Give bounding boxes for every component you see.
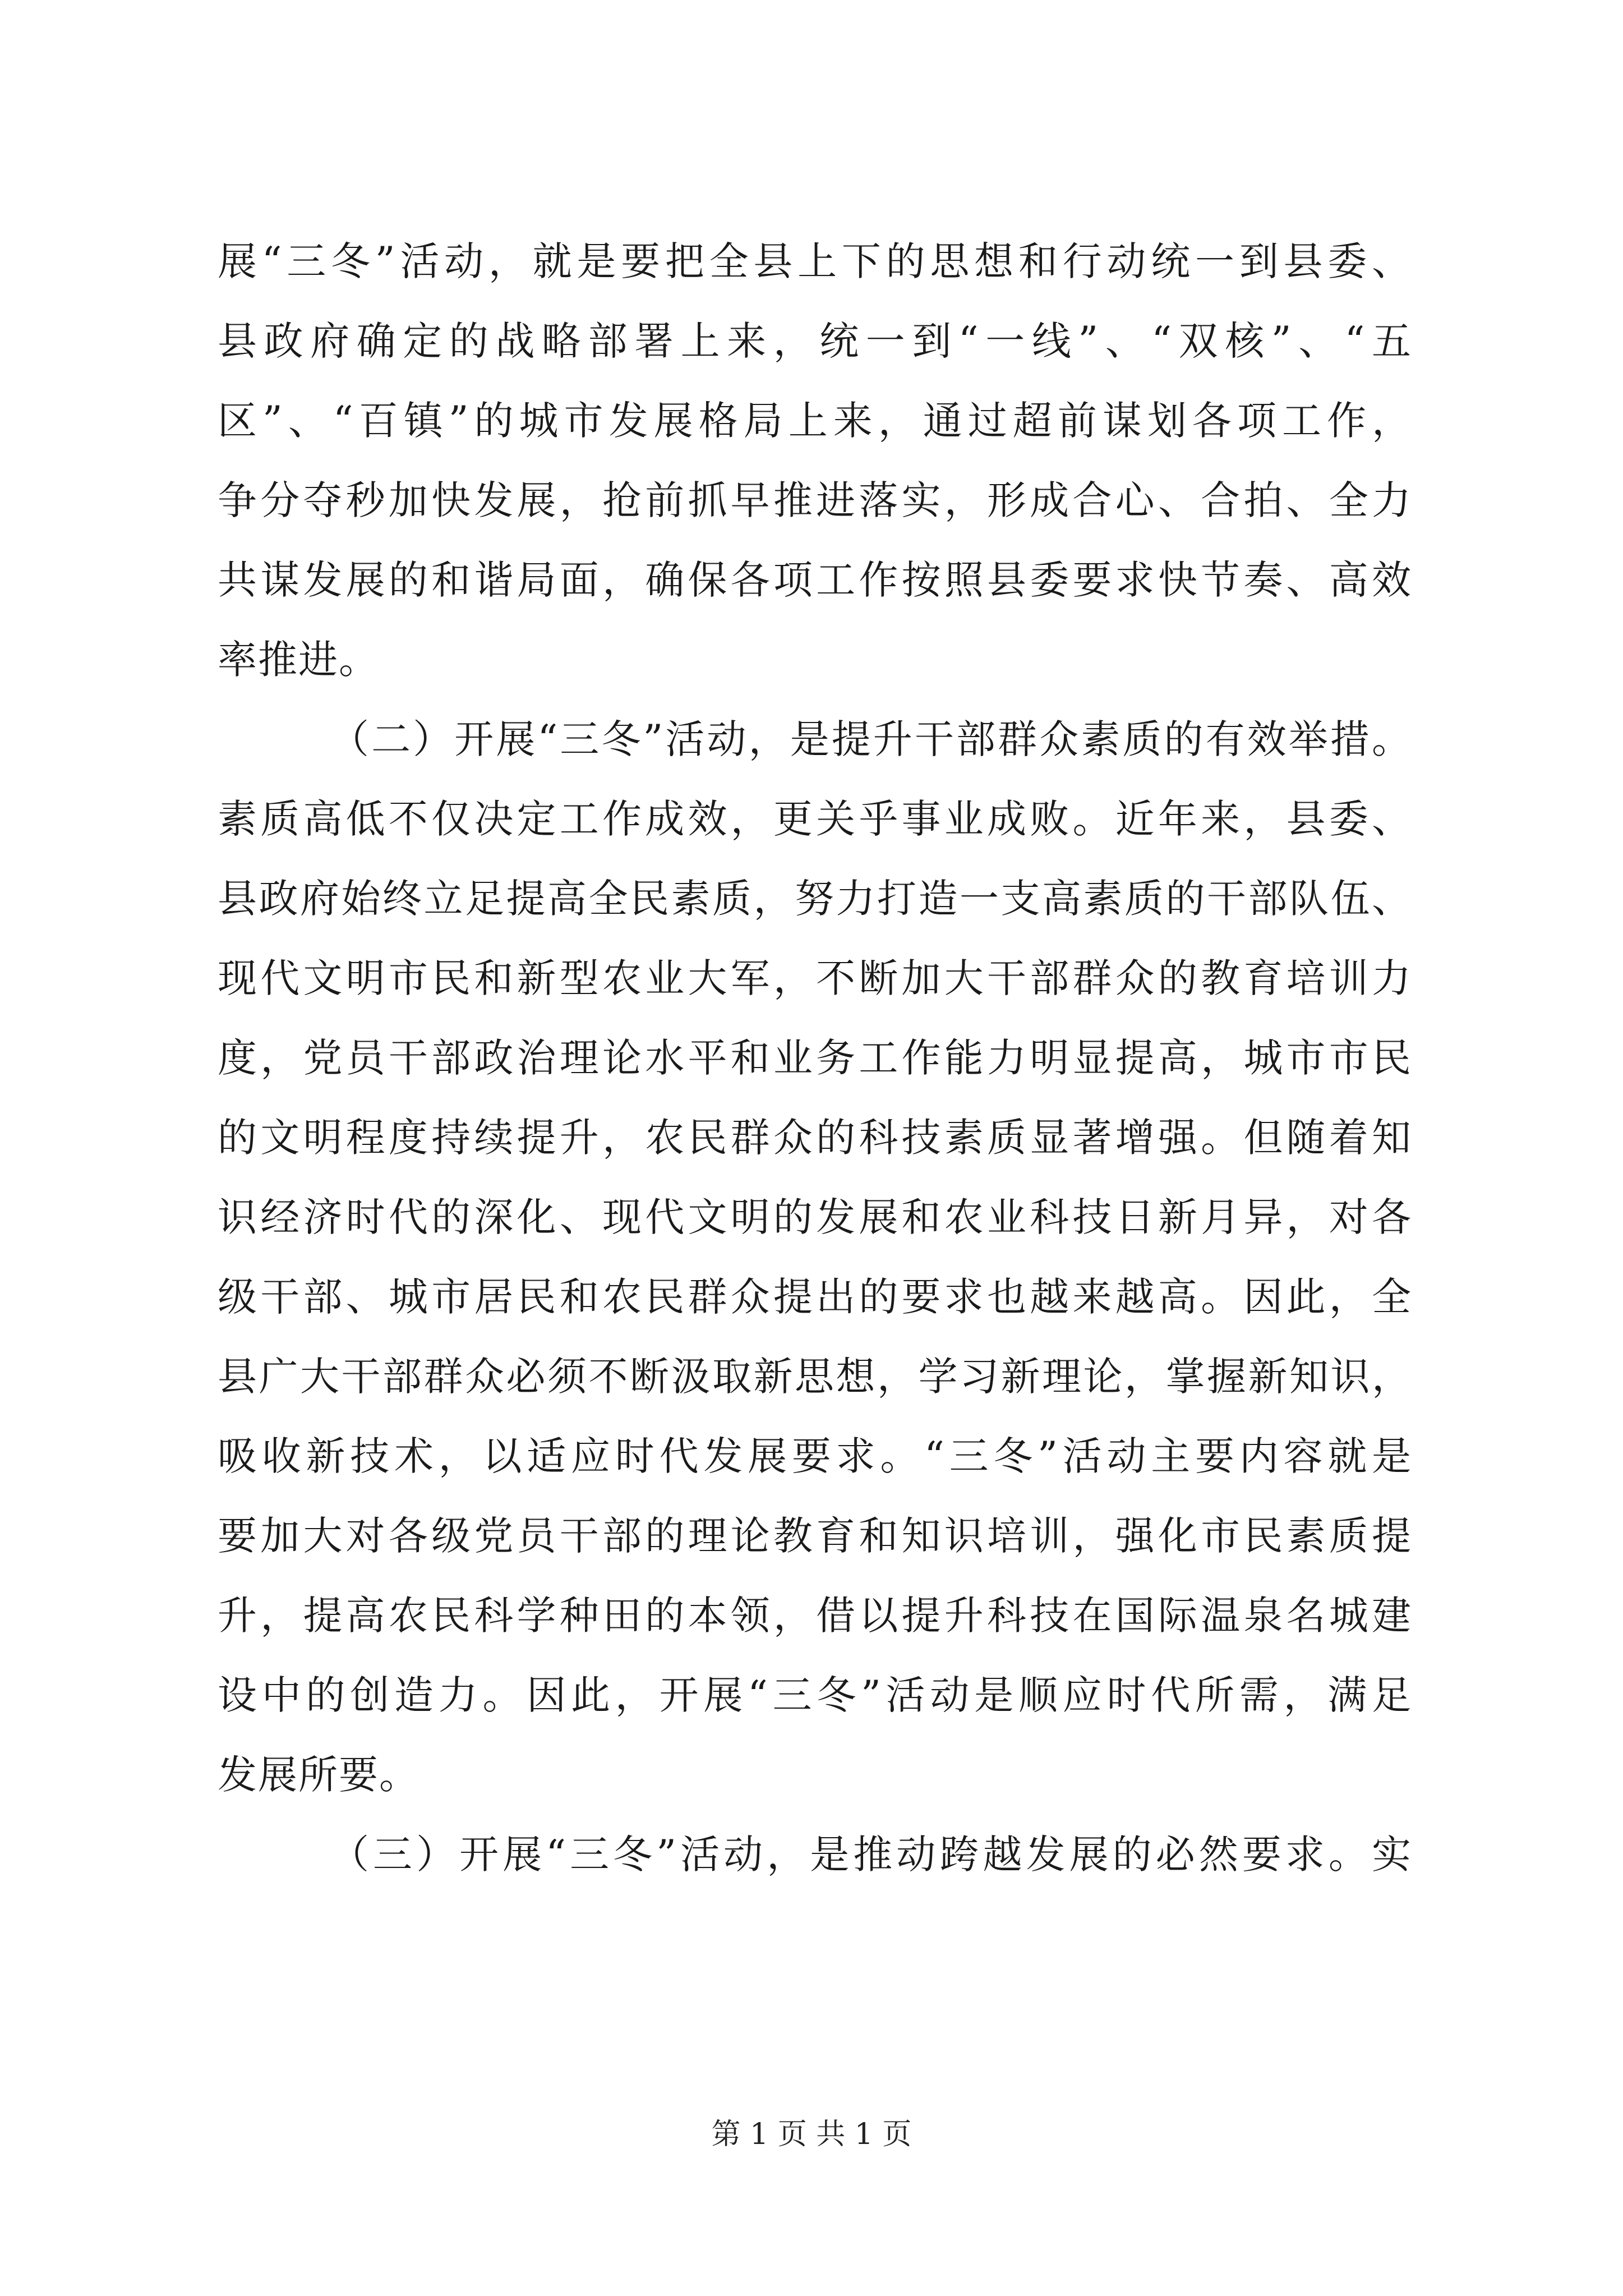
text-line: 展“三冬”活动，就是要把全县上下的思想和行动统一到县委、: [218, 238, 1412, 284]
text-line: 吸收新技术，以适应时代发展要求。“三冬”活动主要内容就是: [218, 1433, 1412, 1479]
text-line: 识经济时代的深化、现代文明的发展和农业科技日新月异，对各: [218, 1194, 1412, 1240]
text-line: 县政府始终立足提高全民素质，努力打造一支高素质的干部队伍、: [218, 876, 1412, 922]
text-line: 度，党员干部政治理论水平和业务工作能力明显提高，城市市民: [218, 1035, 1412, 1081]
page-number: 第 1 页 共 1 页: [711, 2118, 912, 2151]
text-line: 区”、“百镇”的城市发展格局上来，通过超前谋划各项工作，: [218, 398, 1412, 444]
text-line: 设中的创造力。因此，开展“三冬”活动是顺应时代所需，满足: [218, 1672, 1412, 1718]
text-line: 的文明程度持续提升，农民群众的科技素质显著增强。但随着知: [218, 1115, 1412, 1161]
text-line: 现代文明市民和新型农业大军，不断加大干部群众的教育培训力: [218, 955, 1412, 1001]
paragraph-heading-3: （三）开展“三冬”活动，是推动跨越发展的必然要求。实: [330, 1832, 1412, 1878]
paragraph-heading-2: （二）开展“三冬”活动，是提升干部群众素质的有效举措。: [330, 716, 1412, 762]
text-line: 要加大对各级党员干部的理论教育和知识培训，强化市民素质提: [218, 1513, 1412, 1559]
text-line: 级干部、城市居民和农民群众提出的要求也越来越高。因此，全: [218, 1274, 1412, 1320]
text-line: 县广大干部群众必须不断汲取新思想，学习新理论，掌握新知识，: [218, 1354, 1412, 1400]
text-line: 素质高低不仅决定工作成效，更关乎事业成败。近年来，县委、: [218, 796, 1412, 842]
text-line: 率推进。: [218, 637, 379, 683]
text-line: 争分夺秒加快发展，抢前抓早推进落实，形成合心、合拍、全力: [218, 477, 1412, 523]
text-line: 升，提高农民科学种田的本领，借以提升科技在国际温泉名城建: [218, 1593, 1412, 1639]
text-line: 共谋发展的和谐局面，确保各项工作按照县委要求快节奏、高效: [218, 557, 1412, 603]
text-line: 县政府确定的战略部署上来，统一到“一线”、“双核”、“五: [218, 318, 1412, 364]
body-text: [218, 222, 1412, 1894]
text-line: 发展所要。: [218, 1752, 419, 1798]
